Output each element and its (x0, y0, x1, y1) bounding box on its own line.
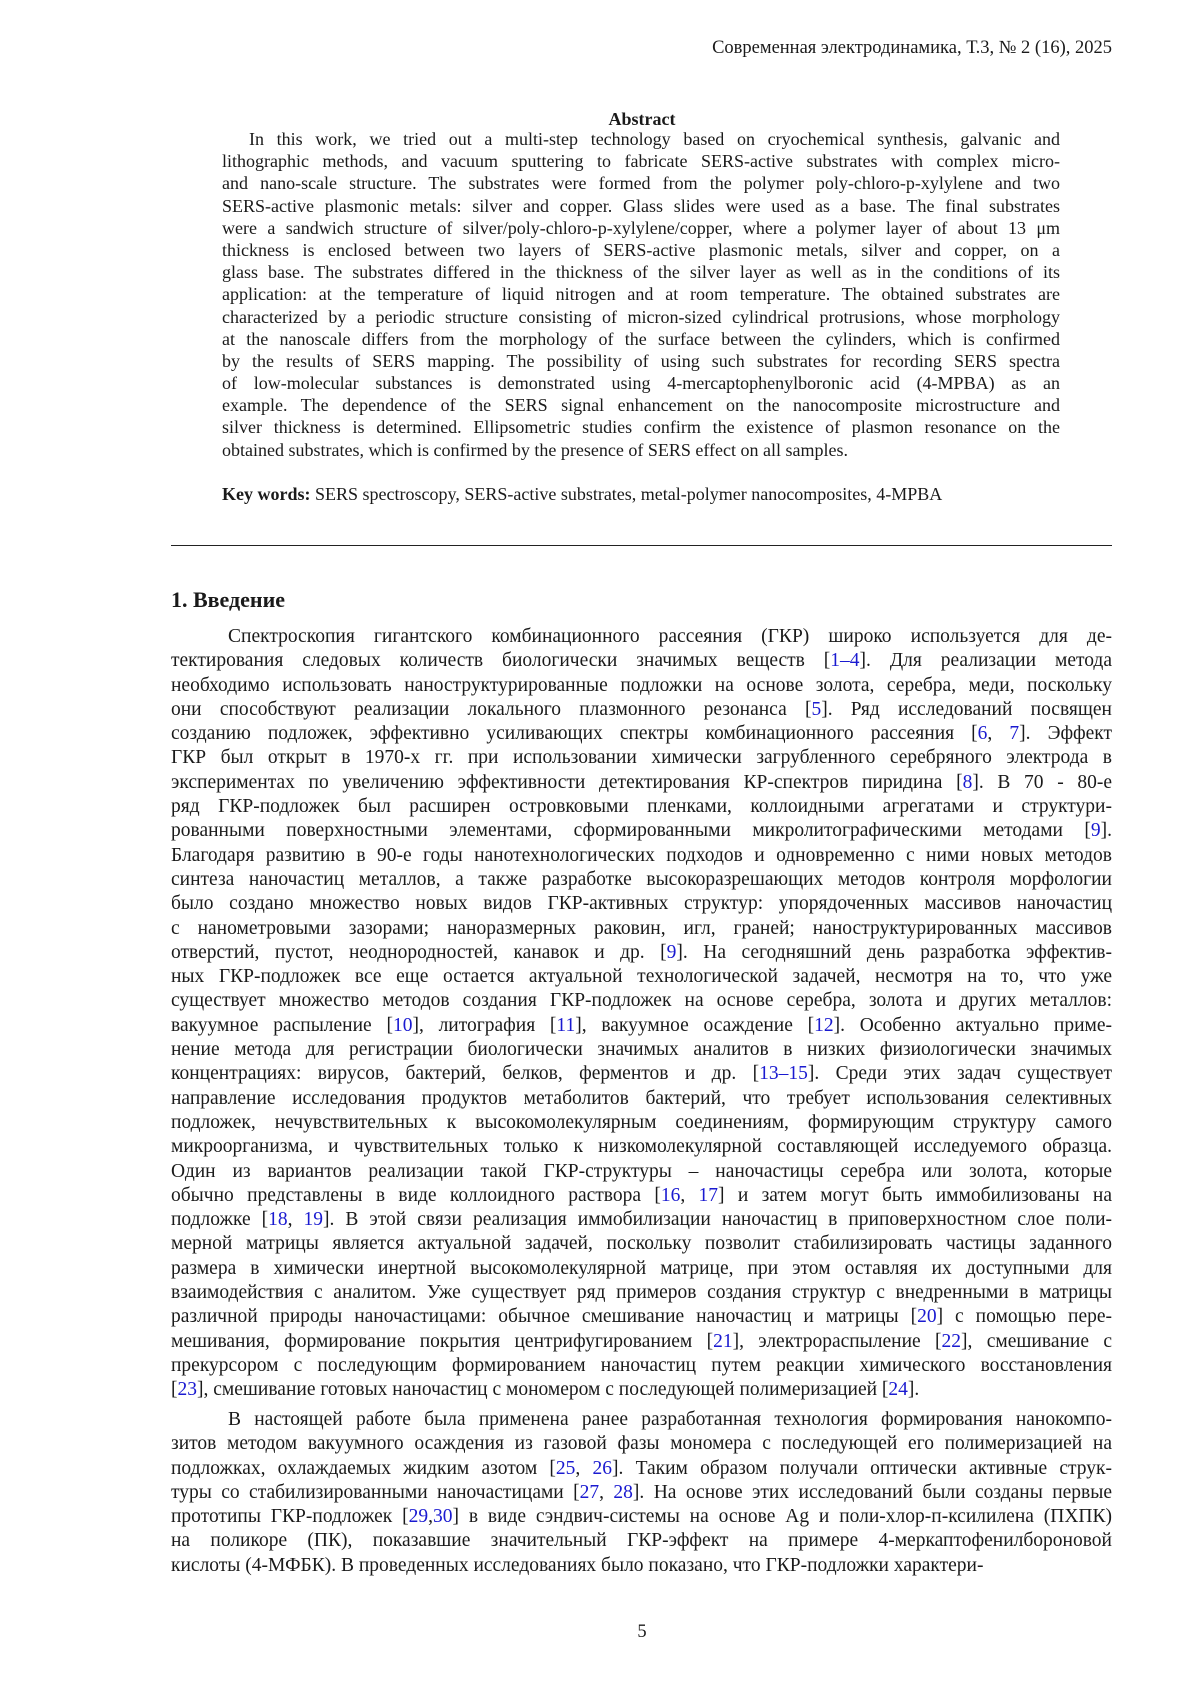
text-line: were a sandwich structure of silver/poly-chloro-p-xylylene/copper, where a polymer layer of about 13 μm (222, 217, 1060, 239)
running-header: Современная электродинамика, Т.3, № 2 (16), 2025 (712, 38, 1112, 59)
citation-link[interactable]: 1–4 (830, 650, 859, 671)
citation-link[interactable]: 16 (661, 1185, 681, 1206)
text-line: микроорганизма, и чувствительных только к низкомолекулярной составляющей исследуемого образца. (171, 1135, 1112, 1159)
text-line: экспериментах по увеличению эффективности детектирования КР-спектров пиридина [8]. В 70 - 80-е (171, 771, 1112, 795)
citation-link[interactable]: 6 (978, 723, 988, 744)
text-line: SERS-active plasmonic metals: silver and copper. Glass slides were used as a base. The final substrates (222, 195, 1060, 217)
citation-link[interactable]: 22 (942, 1331, 962, 1352)
text-line: существует множество методов создания ГКР-подложек на основе серебра, золота и других металлов: (171, 989, 1112, 1013)
citation-link[interactable]: 21 (713, 1331, 733, 1352)
text-line: obtained substrates, which is confirmed by the presence of SERS effect on all samples. (222, 439, 1060, 461)
citation-link[interactable]: 28 (613, 1482, 633, 1503)
text-line: прототипы ГКР-подложек [29,30] в виде сэндвич-системы на основе Ag и поли-хлор-п-ксилилена (ПХПК) (171, 1505, 1112, 1529)
abstract-title: Abstract (0, 109, 1200, 130)
text-line: тектирования следовых количеств биологически значимых веществ [1–4]. Для реализации метода (171, 649, 1112, 673)
paragraph (171, 1408, 1112, 1578)
citation-link[interactable]: 26 (592, 1458, 612, 1479)
text-line: silver thickness is determined. Ellipsometric studies confirm the existence of plasmon resonance on the (222, 416, 1060, 438)
section-heading: 1. Введение (171, 587, 285, 613)
citation-link[interactable]: 7 (1009, 723, 1019, 744)
text-line: of low-molecular substances is demonstrated using 4-mercaptophenylboronic acid (4-MPBA) as an (222, 372, 1060, 394)
text-line: синтеза наночастиц металлов, а также разработке высокоразрешающих методов контроля морфологии (171, 868, 1112, 892)
text-line: Благодаря развитию в 90-е годы нанотехнологических подходов и одновременно с ними новых методов (171, 844, 1112, 868)
text-line: Спектроскопия гигантского комбинационного рассеяния (ГКР) широко используется для де- (171, 625, 1112, 649)
citation-link[interactable]: 20 (917, 1306, 937, 1327)
text-line: направление исследования продуктов метаболитов бактерий, что требует использования селективных (171, 1087, 1112, 1111)
citation-link[interactable]: 24 (888, 1379, 908, 1400)
text-line: обычно представлены в виде коллоидного раствора [16, 17] и затем могут быть иммобилизованы на (171, 1184, 1112, 1208)
text-line: нение метода для регистрации биологически значимых аналитов в низких физиологически значимых (171, 1038, 1112, 1062)
text-line: ГКР был открыт в 1970-х гг. при использовании химически загрубленного серебряного электрода в (171, 746, 1112, 770)
citation-link[interactable]: 29 (409, 1506, 429, 1527)
text-line: application: at the temperature of liquid nitrogen and at room temperature. The obtained substrates are (222, 283, 1060, 305)
citation-link[interactable]: 23 (178, 1379, 198, 1400)
text-line: различной природы наночастицами: обычное смешивание наночастиц и матрицы [20] с помощью пере- (171, 1305, 1112, 1329)
text-line: с нанометровыми зазорами; наноразмерных раковин, игл, граней; наноструктурированных массивов (171, 917, 1112, 941)
citation-link[interactable]: 27 (580, 1482, 600, 1503)
text-line: В настоящей работе была применена ранее разработанная технология формирования нанокомпо- (171, 1408, 1112, 1432)
text-line: они способствуют реализации локального плазмонного резонанса [5]. Ряд исследований посвящен (171, 698, 1112, 722)
citation-link[interactable]: 9 (667, 942, 677, 963)
citation-link[interactable]: 12 (814, 1015, 834, 1036)
citation-link[interactable]: 30 (433, 1506, 453, 1527)
page-number: 5 (0, 1622, 1200, 1643)
text-line: and nano-scale structure. The substrates were formed from the polymer poly-chloro-p-xylylene and two (222, 172, 1060, 194)
text-line: кислоты (4-МФБК). В проведенных исследованиях было показано, что ГКР-подложки характери- (171, 1554, 1112, 1578)
citation-link[interactable]: 25 (556, 1458, 576, 1479)
citation-link[interactable]: 10 (393, 1015, 413, 1036)
text-line: вакуумное распыление [10], литография [11], вакуумное осаждение [12]. Особенно актуально приме- (171, 1014, 1112, 1038)
text-line: by the results of SERS mapping. The possibility of using such substrates for recording SERS spectra (222, 350, 1060, 372)
section-divider (171, 545, 1112, 546)
text-line: ряд ГКР-подложек был расширен островковыми пленками, коллоидными агрегатами и структури- (171, 795, 1112, 819)
text-line: созданию подложек, эффективно усиливающих спектры комбинационного рассеяния [6, 7]. Эффект (171, 722, 1112, 746)
text-line: thickness is enclosed between two layers of SERS-active plasmonic metals, silver and copper, on a (222, 239, 1060, 261)
text-line: glass base. The substrates differed in the thickness of the silver layer as well as in the conditions of its (222, 261, 1060, 283)
text-line: на поликоре (ПК), показавшие значительный ГКР-эффект на примере 4-меркаптофенилбороновой (171, 1529, 1112, 1553)
text-line: рованными поверхностными элементами, сформированными микролитографическими методами [9]. (171, 819, 1112, 843)
citation-link[interactable]: 17 (699, 1185, 719, 1206)
text-line: подложек, нечувствительных к высокомолекулярным соединениям, формирующим структуру самого (171, 1111, 1112, 1135)
text-line: подложке [18, 19]. В этой связи реализация иммобилизации наночастиц в приповерхностном слое поли- (171, 1208, 1112, 1232)
text-line: взаимодействия с аналитом. Уже существует ряд примеров создания структур с внедренными в матрицы (171, 1281, 1112, 1305)
text-line: мешивания, формирование покрытия центрифугированием [21], электрораспыление [22], смешивание с (171, 1330, 1112, 1354)
text-line: концентрациях: вирусов, бактерий, белков, ферментов и др. [13–15]. Среди этих задач существует (171, 1062, 1112, 1086)
body-text (171, 625, 1112, 1578)
citation-link[interactable]: 8 (963, 772, 973, 793)
citation-link[interactable]: 13–15 (759, 1063, 808, 1084)
text-line: lithographic methods, and vacuum sputtering to fabricate SERS-active substrates with complex micro- (222, 150, 1060, 172)
text-line: example. The dependence of the SERS signal enhancement on the nanocomposite microstructure and (222, 394, 1060, 416)
text-line: необходимо использовать наноструктурированные подложки на основе золота, серебра, меди, поскольку (171, 674, 1112, 698)
text-line: мерной матрицы является актуальной задачей, поскольку позволит стабилизировать частицы заданного (171, 1232, 1112, 1256)
text-line: отверстий, пустот, неоднородностей, канавок и др. [9]. На сегодняшний день разработка эффектив- (171, 941, 1112, 965)
citation-link[interactable]: 11 (556, 1015, 575, 1036)
text-line: Один из вариантов реализации такой ГКР-структуры – наночастицы серебра или золота, которые (171, 1160, 1112, 1184)
text-line: подложках, охлаждаемых жидким азотом [25, 26]. Таким образом получали оптически активные струк- (171, 1457, 1112, 1481)
text-line: [23], смешивание готовых наночастиц с мономером с последующей полимеризацией [24]. (171, 1378, 1112, 1402)
text-line: at the nanoscale differs from the morphology of the surface between the cylinders, which is confirmed (222, 328, 1060, 350)
keywords-label: Key words: (222, 484, 311, 504)
text-line: зитов методом вакуумного осаждения из газовой фазы мономера с последующей его полимеризацией на (171, 1432, 1112, 1456)
text-line: ных ГКР-подложек все еще остается актуальной технологической задачей, несмотря на то, что уже (171, 965, 1112, 989)
citation-link[interactable]: 19 (304, 1209, 324, 1230)
keywords-list: SERS spectroscopy, SERS-active substrates, metal-polymer nanocomposites, 4-MPBA (315, 484, 942, 504)
text-line: прекурсором с последующим формированием наночастиц путем реакции химического восстановления (171, 1354, 1112, 1378)
text-line: In this work, we tried out a multi-step technology based on cryochemical synthesis, galvanic and (222, 128, 1060, 150)
text-line: было создано множество новых видов ГКР-активных структур: упорядоченных массивов наночастиц (171, 892, 1112, 916)
citation-link[interactable]: 5 (811, 699, 821, 720)
keywords (222, 484, 942, 505)
abstract-text (222, 128, 1060, 461)
citation-link[interactable]: 18 (268, 1209, 288, 1230)
text-line: туры со стабилизированными наночастицами [27, 28]. На основе этих исследований были созданы первые (171, 1481, 1112, 1505)
citation-link[interactable]: 9 (1091, 820, 1101, 841)
text-line: characterized by a periodic structure consisting of micron-sized cylindrical protrusions, whose morphology (222, 306, 1060, 328)
text-line: размера в химически инертной высокомолекулярной матрице, при этом оставляя их доступными для (171, 1257, 1112, 1281)
paragraph (171, 625, 1112, 1403)
